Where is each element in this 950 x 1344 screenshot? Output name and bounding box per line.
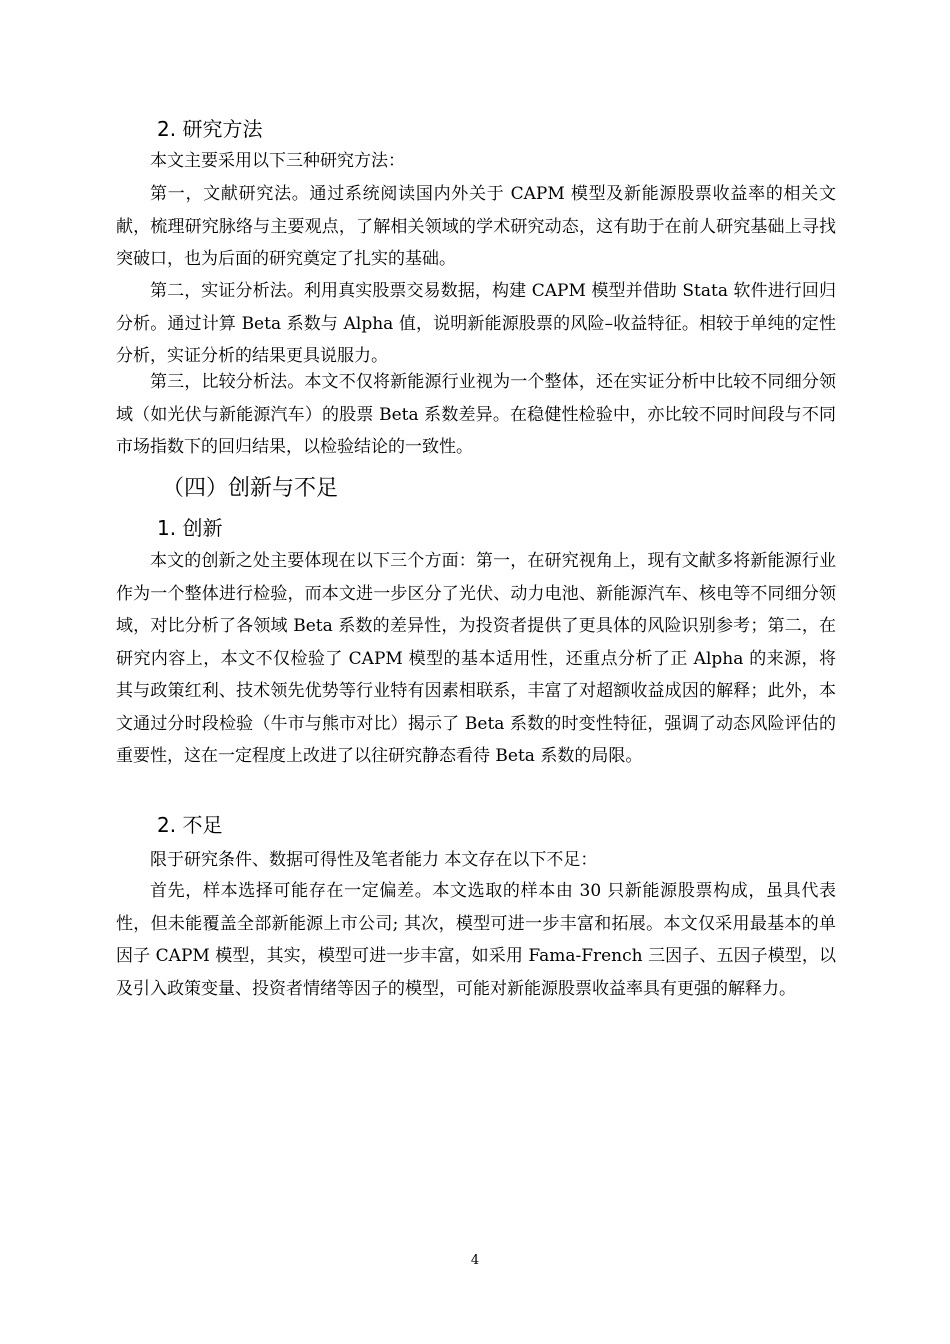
section-heading-innovation-and-limitations: （四）创新与不足 — [162, 476, 339, 501]
paragraph-method-literature: 第一，文献研究法。通过系统阅读国内外关于 CAPM 模型及新能源股票收益率的相关文献，梳理研究脉络与主要观点，了解相关领域的学术研究动态，这有助于在前人研究基础上寻找突破口，也为后面的研究奠定了扎实的基础。 — [116, 184, 836, 269]
subheading-innovation: 1. 创新 — [157, 516, 223, 540]
paragraph-method-comparative: 第三，比较分析法。本文不仅将新能源行业视为一个整体，还在实证分析中比较不同细分领域（如光伏与新能源汽车）的股票 Beta 系数差异。在稳健性检验中，亦比较不同时间段与不同市场指数下的回归结果，以检验结论的一致性。 — [116, 372, 836, 457]
page-number: 4 — [470, 1253, 480, 1268]
paragraph-methods-intro: 本文主要采用以下三种研究方法： — [150, 151, 405, 171]
paragraph-limitations: 首先，样本选择可能存在一定偏差。本文选取的样本由 30 只新能源股票构成，虽具代表性，但未能覆盖全部新能源上市公司; 其次，模型可进一步丰富和拓展。本文仅采用最基本的单因子 CAPM 模型，其实，模型可进一步丰富，如采用 Fama-French 三因子、五因子模型，以及引入政策变量、投资者情绪等因子的模型，可能对新能源股票收益率具有更强的解释力。 — [116, 881, 836, 999]
paragraph-method-empirical: 第二，实证分析法。利用真实股票交易数据，构建 CAPM 模型并借助 Stata 软件进行回归分析。通过计算 Beta 系数与 Alpha 值，说明新能源股票的风险–收益特征。相较于单纯的定性分析，实证分析的结果更具说服力。 — [116, 281, 836, 366]
paragraph-limitations-intro: 限于研究条件、数据可得性及笔者能力 本文存在以下不足： — [150, 850, 598, 870]
section-heading-research-methods: 2. 研究方法 — [157, 117, 263, 141]
paragraph-innovation: 本文的创新之处主要体现在以下三个方面：第一，在研究视角上，现有文献多将新能源行业作为一个整体进行检验，而本文进一步区分了光伏、动力电池、新能源汽车、核电等不同细分领域，对比分析了各领域 Beta 系数的差异性，为投资者提供了更具体的风险识别参考；第二，在研究内容上，本文不仅检验了 CAPM 模型的基本适用性，还重点分析了正 Alpha 的来源，将其与政策红利、技术领先优势等行业特有因素相联系，丰富了对超额收益成因的解释；此外，本文通过分时段检验（牛市与熊市对比）揭示了 Beta 系数的时变性特征，强调了动态风险评估的重要性，这在一定程度上改进了以往研究静态看待 Beta 系数的局限。 — [116, 551, 836, 766]
subheading-limitations: 2. 不足 — [157, 813, 223, 837]
